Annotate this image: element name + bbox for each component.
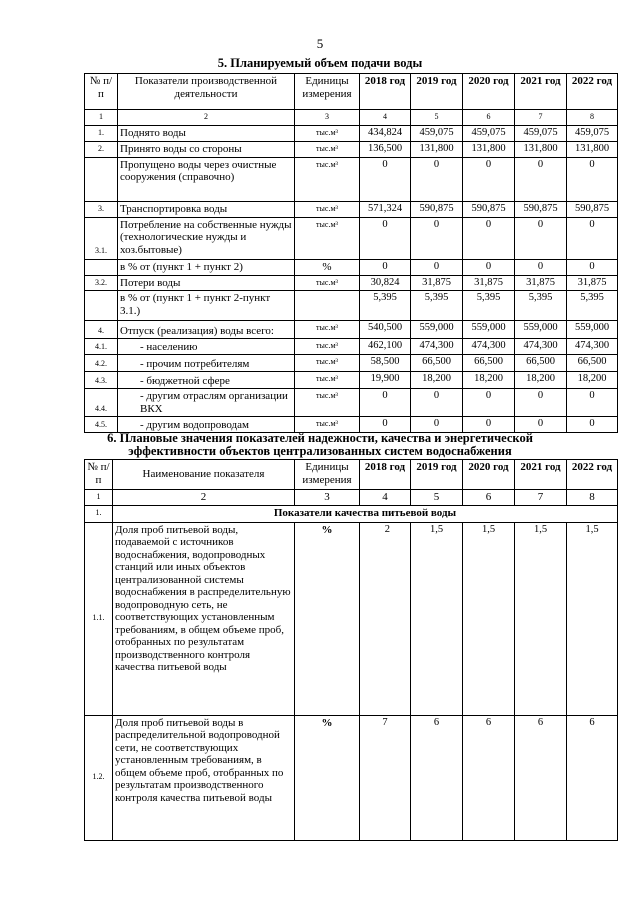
- value-cell: 0: [567, 157, 618, 201]
- value-cell: 0: [360, 389, 411, 417]
- row-unit: тыс.м³: [295, 321, 360, 339]
- value-cell: 1,5: [411, 522, 463, 715]
- row-unit: тыс.м³: [295, 389, 360, 417]
- table-row: [85, 217, 618, 259]
- table5-title: 5. Планируемый объем подачи воды: [217, 56, 423, 70]
- value-cell: 66,500: [515, 355, 567, 372]
- row-num: [85, 291, 118, 321]
- value-cell: 590,875: [567, 201, 618, 217]
- value-cell: 0: [463, 217, 515, 259]
- index-cell: 3: [295, 490, 360, 506]
- value-cell: 6: [567, 715, 618, 840]
- index-cell: 3: [295, 110, 360, 126]
- row-indicator: Доля проб питьевой воды в распределительной водопроводной сети, не соответствующих установленным требованиям, в общем объеме проб, отобранных по результатам производственного контроля качества питьевой воды: [113, 715, 295, 840]
- header-year: 2022 год: [567, 74, 618, 110]
- planned-water-supply-table: [84, 73, 618, 433]
- table6-title-line1: 6. Плановые значения показателей надежности, качества и энергетической: [107, 431, 533, 445]
- value-cell: 559,000: [567, 321, 618, 339]
- value-cell: 0: [515, 259, 567, 275]
- row-unit: [295, 291, 360, 321]
- index-cell: 1: [85, 490, 113, 506]
- value-cell: 590,875: [515, 201, 567, 217]
- table-row: [85, 141, 618, 157]
- value-cell: 18,200: [411, 372, 463, 389]
- section-row: [85, 505, 618, 522]
- value-cell: 5,395: [463, 291, 515, 321]
- row-num: 3.: [85, 201, 118, 217]
- value-cell: 2: [360, 522, 411, 715]
- row-unit: %: [295, 522, 360, 715]
- value-cell: 540,500: [360, 321, 411, 339]
- row-unit: тыс.м³: [295, 339, 360, 355]
- row-num: [85, 259, 118, 275]
- value-cell: 0: [463, 417, 515, 433]
- value-cell: 459,075: [515, 125, 567, 141]
- header-year: 2019 год: [411, 74, 463, 110]
- row-num: 1.2.: [85, 715, 113, 840]
- table-row: [85, 339, 618, 355]
- row-num: 3.2.: [85, 275, 118, 291]
- row-num: 4.: [85, 321, 118, 339]
- value-cell: 474,300: [411, 339, 463, 355]
- row-unit: тыс.м³: [295, 141, 360, 157]
- row-indicator: в % от (пункт 1 + пункт 2): [118, 259, 295, 275]
- value-cell: 5,395: [360, 291, 411, 321]
- value-cell: 5,395: [567, 291, 618, 321]
- row-unit: тыс.м³: [295, 217, 360, 259]
- table-row: [85, 372, 618, 389]
- value-cell: 6: [463, 715, 515, 840]
- row-unit: тыс.м³: [295, 355, 360, 372]
- value-cell: 7: [360, 715, 411, 840]
- value-cell: 590,875: [411, 201, 463, 217]
- reliability-quality-table: [84, 459, 618, 841]
- value-cell: 0: [463, 157, 515, 201]
- row-num: 4.4.: [85, 389, 118, 417]
- row-indicator: Отпуск (реализация) воды всего:: [118, 321, 295, 339]
- header-year: 2018 год: [360, 74, 411, 110]
- value-cell: 31,875: [567, 275, 618, 291]
- value-cell: 30,824: [360, 275, 411, 291]
- row-num: 3.1.: [85, 217, 118, 259]
- header-num: № п/п: [85, 460, 113, 490]
- value-cell: 0: [411, 417, 463, 433]
- row-indicator: - другим водопроводам: [118, 417, 295, 433]
- header-num: № п/п: [85, 74, 118, 110]
- value-cell: 0: [515, 389, 567, 417]
- value-cell: 459,075: [463, 125, 515, 141]
- row-num: 1.: [85, 125, 118, 141]
- row-indicator: Доля проб питьевой воды, подаваемой с источников водоснабжения, водопроводных станций или иных объектов централизованной системы водоснабжения в распределительную водопроводную сеть, не соответствующих установленным требованиям, в общем объеме проб, отобранных по результатам производственного контроля качества питьевой воды: [113, 522, 295, 715]
- table-row: [85, 201, 618, 217]
- table-row: [85, 125, 618, 141]
- index-cell: 5: [411, 490, 463, 506]
- value-cell: 0: [567, 417, 618, 433]
- value-cell: 5,395: [515, 291, 567, 321]
- header-year: 2020 год: [463, 74, 515, 110]
- index-cell: 4: [360, 490, 411, 506]
- row-indicator: Принято воды со стороны: [118, 141, 295, 157]
- value-cell: 1,5: [567, 522, 618, 715]
- value-cell: 0: [567, 389, 618, 417]
- section-num: 1.: [85, 505, 113, 522]
- table-row: [85, 157, 618, 201]
- header-year: 2022 год: [567, 460, 618, 490]
- row-indicator: в % от (пункт 1 + пункт 2-пункт 3.1.): [118, 291, 295, 321]
- value-cell: 5,395: [411, 291, 463, 321]
- index-cell: 7: [515, 490, 567, 506]
- value-cell: 0: [411, 217, 463, 259]
- value-cell: 0: [360, 217, 411, 259]
- row-unit: %: [295, 715, 360, 840]
- value-cell: 66,500: [567, 355, 618, 372]
- value-cell: 0: [411, 259, 463, 275]
- index-cell: 8: [567, 110, 618, 126]
- value-cell: 559,000: [411, 321, 463, 339]
- value-cell: 0: [567, 217, 618, 259]
- header-year: 2021 год: [515, 74, 567, 110]
- value-cell: 0: [360, 157, 411, 201]
- value-cell: 131,800: [515, 141, 567, 157]
- row-indicator: - бюджетной сфере: [118, 372, 295, 389]
- index-cell: 2: [113, 490, 295, 506]
- value-cell: 1,5: [515, 522, 567, 715]
- table-row: [85, 522, 618, 715]
- row-num: [85, 157, 118, 201]
- row-unit: тыс.м³: [295, 201, 360, 217]
- value-cell: 590,875: [463, 201, 515, 217]
- value-cell: 559,000: [515, 321, 567, 339]
- value-cell: 0: [411, 157, 463, 201]
- table-row: [85, 321, 618, 339]
- index-cell: 2: [118, 110, 295, 126]
- row-num: 2.: [85, 141, 118, 157]
- row-indicator: Потери воды: [118, 275, 295, 291]
- value-cell: 18,200: [567, 372, 618, 389]
- value-cell: 18,200: [463, 372, 515, 389]
- row-unit: тыс.м³: [295, 275, 360, 291]
- value-cell: 459,075: [411, 125, 463, 141]
- value-cell: 6: [515, 715, 567, 840]
- value-cell: 58,500: [360, 355, 411, 372]
- header-indicator: Показатели производственной деятельности: [118, 74, 295, 110]
- row-num: 4.1.: [85, 339, 118, 355]
- section-title: Показатели качества питьевой воды: [113, 505, 618, 522]
- value-cell: 66,500: [411, 355, 463, 372]
- index-cell: 8: [567, 490, 618, 506]
- value-cell: 66,500: [463, 355, 515, 372]
- value-cell: 0: [463, 389, 515, 417]
- value-cell: 131,800: [567, 141, 618, 157]
- value-cell: 1,5: [463, 522, 515, 715]
- value-cell: 0: [515, 417, 567, 433]
- value-cell: 0: [515, 217, 567, 259]
- row-unit: тыс.м³: [295, 372, 360, 389]
- value-cell: 0: [567, 259, 618, 275]
- value-cell: 571,324: [360, 201, 411, 217]
- row-indicator: - населению: [118, 339, 295, 355]
- row-indicator: Поднято воды: [118, 125, 295, 141]
- value-cell: 31,875: [411, 275, 463, 291]
- row-unit: тыс.м³: [295, 125, 360, 141]
- table-row: [85, 259, 618, 275]
- row-unit: %: [295, 259, 360, 275]
- header-year: 2021 год: [515, 460, 567, 490]
- value-cell: 474,300: [515, 339, 567, 355]
- index-cell: 4: [360, 110, 411, 126]
- value-cell: 31,875: [463, 275, 515, 291]
- table-row: [85, 715, 618, 840]
- row-indicator: - другим отраслям организации ВКХ: [118, 389, 295, 417]
- value-cell: 131,800: [463, 141, 515, 157]
- header-year: 2018 год: [360, 460, 411, 490]
- header-year: 2020 год: [463, 460, 515, 490]
- row-unit: тыс.м³: [295, 417, 360, 433]
- row-num: 4.3.: [85, 372, 118, 389]
- page-number: 5: [316, 36, 324, 51]
- index-cell: 6: [463, 110, 515, 126]
- row-indicator: Пропущено воды через очистные сооружения (справочно): [118, 157, 295, 201]
- value-cell: 0: [411, 389, 463, 417]
- value-cell: 0: [515, 157, 567, 201]
- value-cell: 559,000: [463, 321, 515, 339]
- value-cell: 31,875: [515, 275, 567, 291]
- index-cell: 5: [411, 110, 463, 126]
- row-indicator: - прочим потребителям: [118, 355, 295, 372]
- header-year: 2019 год: [411, 460, 463, 490]
- value-cell: 6: [411, 715, 463, 840]
- value-cell: 136,500: [360, 141, 411, 157]
- row-unit: тыс.м³: [295, 157, 360, 201]
- row-num: 1.1.: [85, 522, 113, 715]
- value-cell: 19,900: [360, 372, 411, 389]
- header-unit: Единицы измерения: [295, 460, 360, 490]
- table6-title: [0, 432, 640, 458]
- value-cell: 0: [360, 417, 411, 433]
- index-cell: 6: [463, 490, 515, 506]
- table-row: [85, 275, 618, 291]
- value-cell: 18,200: [515, 372, 567, 389]
- header-unit: Единицы измерения: [295, 74, 360, 110]
- row-indicator: Транспортировка воды: [118, 201, 295, 217]
- value-cell: 459,075: [567, 125, 618, 141]
- value-cell: 474,300: [463, 339, 515, 355]
- table-row: [85, 389, 618, 417]
- row-num: 4.2.: [85, 355, 118, 372]
- row-num: 4.5.: [85, 417, 118, 433]
- index-cell: 7: [515, 110, 567, 126]
- value-cell: 0: [463, 259, 515, 275]
- value-cell: 131,800: [411, 141, 463, 157]
- row-indicator: Потребление на собственные нужды (технологические нужды и хоз.бытовые): [118, 217, 295, 259]
- table-row: [85, 355, 618, 372]
- index-cell: 1: [85, 110, 118, 126]
- table-row: [85, 291, 618, 321]
- value-cell: 0: [360, 259, 411, 275]
- header-indicator: Наименование показателя: [113, 460, 295, 490]
- value-cell: 474,300: [567, 339, 618, 355]
- value-cell: 434,824: [360, 125, 411, 141]
- table6-title-line2: эффективности объектов централизованных систем водоснабжения: [128, 444, 512, 458]
- value-cell: 462,100: [360, 339, 411, 355]
